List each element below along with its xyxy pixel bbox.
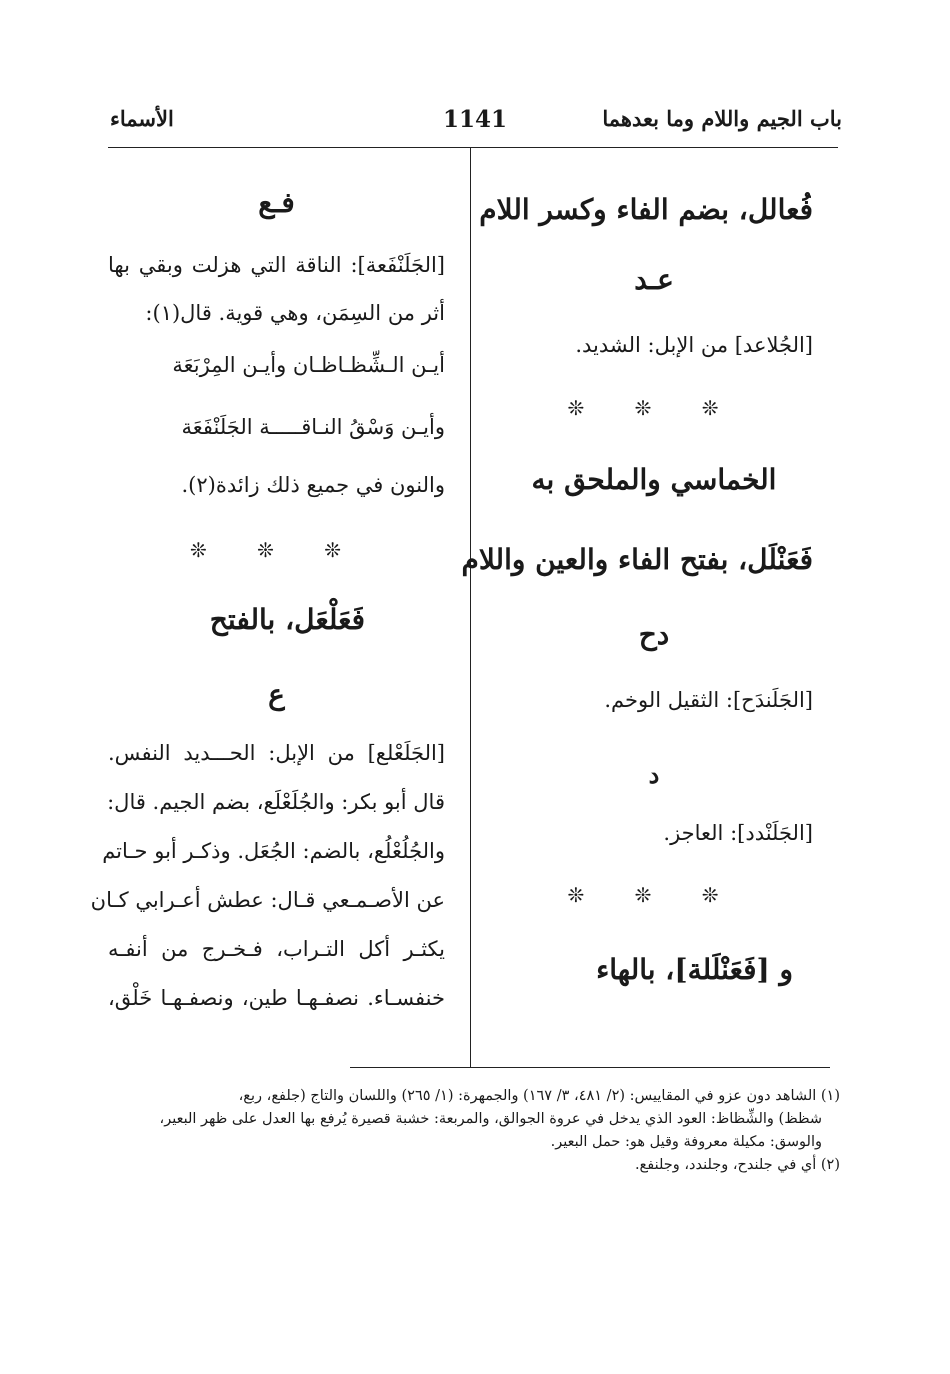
entry-text: [الجَلَعْلع] من الإبل: الحـــديد النفس. <box>108 741 445 765</box>
entry-text: والنون في جميع ذلك زائدة(٢). <box>181 473 445 497</box>
root-heading: ع <box>268 678 285 711</box>
page-number: 1141 <box>442 106 507 133</box>
footnote-line: (٢) أي في جلندح، وجلندد، وجلنفع. <box>634 1157 840 1173</box>
section-title: الأسماء <box>110 106 174 131</box>
entry-text: [الجُلاعد] من الإبل: الشديد. <box>575 333 813 357</box>
entry-text: [الجَلَنْدد]: العاجز. <box>663 821 813 845</box>
header-rule <box>108 147 838 148</box>
section-separator: ❊ ❊ ❊ <box>567 883 741 907</box>
chapter-title: باب الجيم واللام وما بعدهما <box>602 106 842 131</box>
verse-line: أيـن الـشِّظـاظـان وأيـن المِرْبَعَة <box>172 353 445 377</box>
verse-line: وأيـن وَسْقُ النـاقـــــة الجَلَنْفَعَة <box>181 415 445 439</box>
footnote-line: (١) الشاهد دون عزو في المقاييس: (٢/ ٤٨١، ٣/ ١٦٧) والجمهرة: (١/ ٢٦٥) واللسان والتاج (جلفع، ربع، <box>238 1088 840 1104</box>
entry-text: أثر من السِمَن، وهي قوية. قال(١): <box>145 301 445 325</box>
pattern-heading: فَعَلْعَل، بالفتح <box>209 603 365 636</box>
footnote-line: والوسق: مكيلة معروفة وقيل هو: حمل البعير. <box>550 1134 822 1150</box>
pattern-heading: فَعَنْلَل، بفتح الفاء والعين واللام <box>461 543 813 576</box>
section-separator: ❊ ❊ ❊ <box>567 396 741 420</box>
section-separator: ❊ ❊ ❊ <box>190 538 363 562</box>
root-heading: دح <box>638 618 670 651</box>
entry-text: خنفسـاء. نصفـهـا طين، ونصفـهـا خَلْق، <box>108 986 445 1010</box>
entry-text: عن الأصـمـعي قـال: عطش أعـرابي كـان <box>90 888 445 912</box>
root-heading: عـد <box>634 263 674 296</box>
footnote-line: شظظ) والشِّظاظ: العود الذي يدخل في عروة الجوالق، والمربعة: خشبة قصيرة يُرفع بها العدل على ظهر البعير، <box>159 1111 822 1127</box>
section-heading: الخماسي والملحق به <box>531 463 777 496</box>
entry-text: والجُلُعْلُع، بالضم: الجُعَل. وذكـر أبو حـاتم <box>102 839 445 863</box>
footnotes <box>110 1085 840 1177</box>
entry-text: [الجَلَندَح]: الثقيل الوخم. <box>604 688 813 712</box>
column-divider <box>470 148 471 1068</box>
pattern-heading: فُعالل، بضم الفاء وكسر اللام <box>479 193 813 226</box>
root-heading: د <box>648 760 660 789</box>
footnote-rule <box>350 1067 830 1068</box>
root-heading: فـع <box>258 186 295 219</box>
entry-text: [الجَلَنْفَعة]: الناقة التي هزلت وبقي بها <box>108 253 445 277</box>
pattern-heading: و [فَعَنْلَلة]، بالهاء <box>596 953 793 986</box>
entry-text: قال أبو بكر: والجُلَعْلَع، بضم الجيم. قال: <box>107 790 445 814</box>
entry-text: يكثـر أكل التـراب، فـخـرج من أنفـه <box>108 937 445 961</box>
